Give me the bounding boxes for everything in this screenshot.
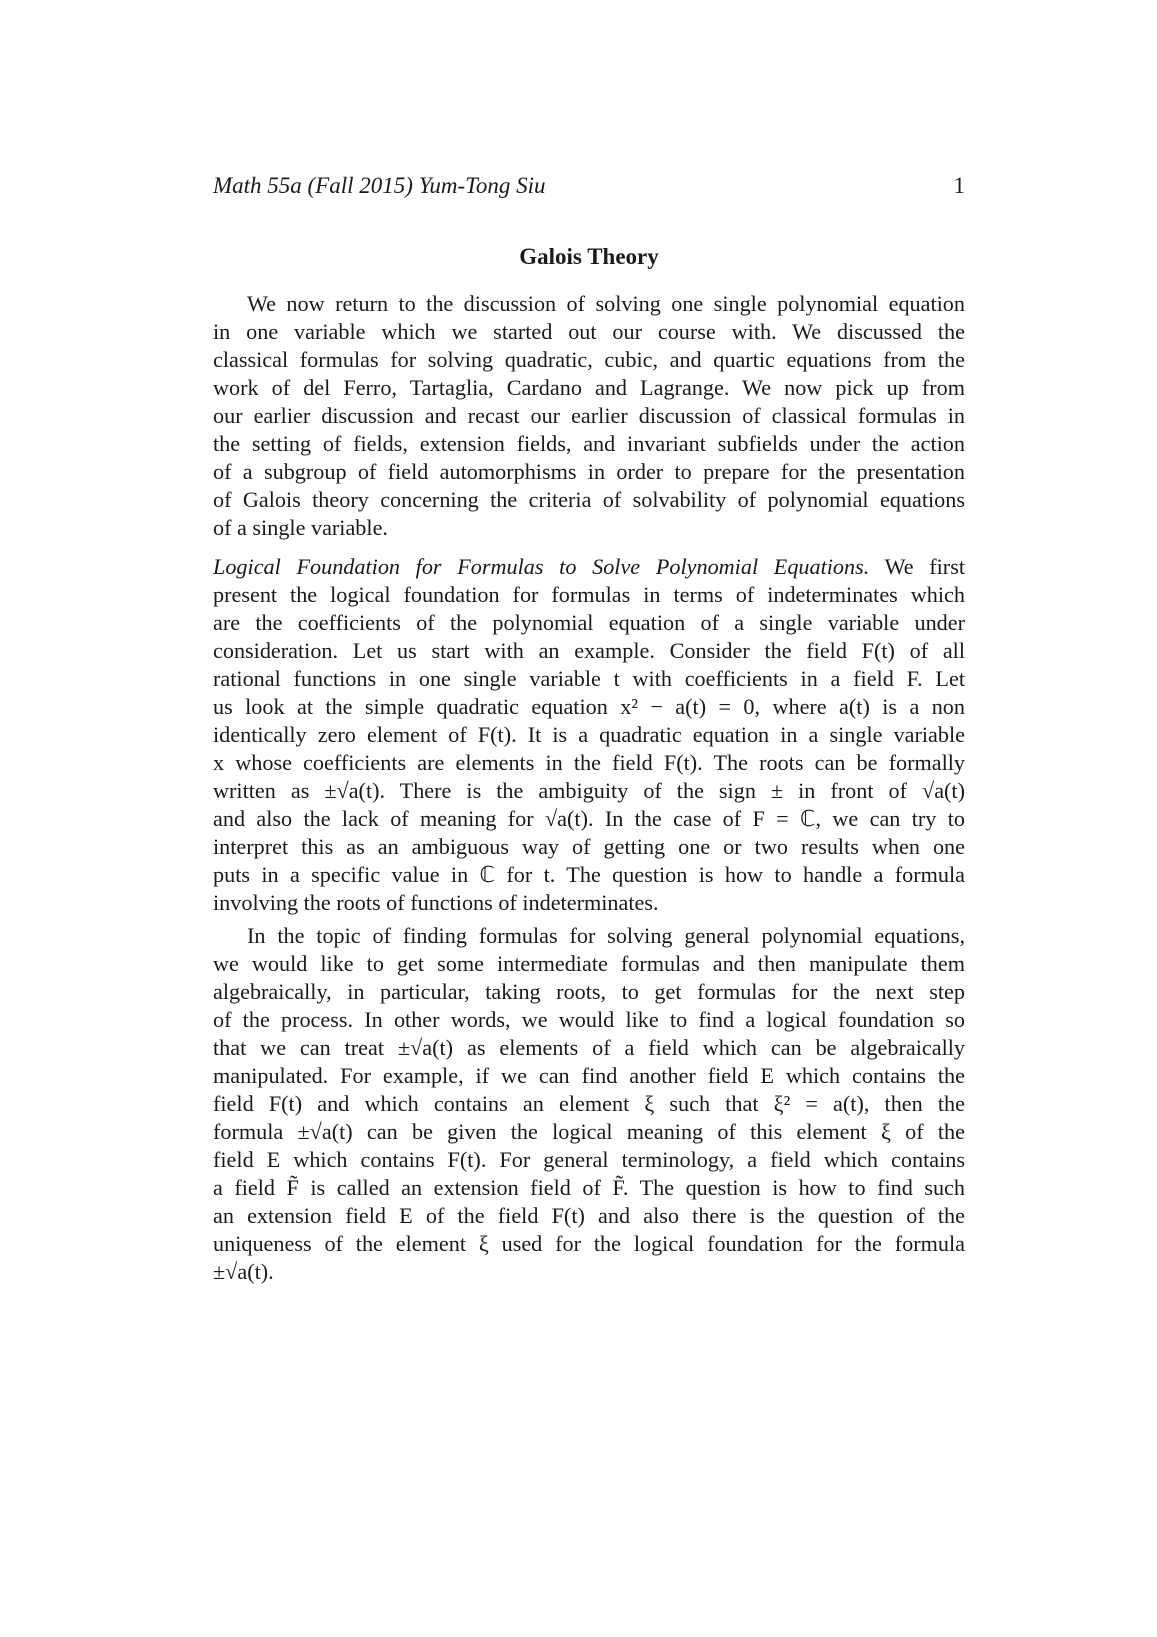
text-line: puts in a specific value in ℂ for t. The question is how to handle a formula <box>213 862 965 887</box>
text-line: of a single variable. <box>213 515 388 540</box>
text-line: involving the roots of functions of indeterminates. <box>213 890 659 915</box>
paragraph-logical-foundation <box>213 553 965 917</box>
text-line: our earlier discussion and recast our earlier discussion of classical formulas in <box>213 403 965 428</box>
running-title: Math 55a (Fall 2015) Yum-Tong Siu <box>213 173 546 198</box>
text-line: work of del Ferro, Tartaglia, Cardano and Lagrange. We now pick up from <box>213 375 965 400</box>
text-line <box>213 553 965 581</box>
text-line: manipulated. For example, if we can find another field E which contains the <box>213 1063 965 1088</box>
text-line: interpret this as an ambiguous way of getting one or two results when one <box>213 834 965 859</box>
text-line: of Galois theory concerning the criteria of solvability of polynomial equations <box>213 487 965 512</box>
text-line: present the logical foundation for formulas in terms of indeterminates which <box>213 582 965 607</box>
text-line: of a subgroup of field automorphisms in order to prepare for the presentation <box>213 459 965 484</box>
text-line: and also the lack of meaning for √a(t). In the case of F = ℂ, we can try to <box>213 806 965 831</box>
section-title: Galois Theory <box>519 244 659 269</box>
text-line: formula ±√a(t) can be given the logical meaning of this element ξ of the <box>213 1119 965 1144</box>
paragraph-heading: Logical Foundation for Formulas to Solve Polynomial Equations. <box>213 554 870 579</box>
text-line: field E which contains F(t). For general terminology, a field which contains <box>213 1147 965 1172</box>
text-line: a field F̃ is called an extension field of F̃. The question is how to find such <box>213 1175 965 1200</box>
text-line: field F(t) and which contains an element ξ such that ξ² = a(t), then the <box>213 1091 965 1116</box>
text-line: the setting of fields, extension fields, and invariant subfields under the action <box>213 431 965 456</box>
text-line: identically zero element of F(t). It is a quadratic equation in a single variable <box>213 722 965 747</box>
running-header <box>213 172 965 200</box>
text-line: of the process. In other words, we would like to find a logical foundation so <box>213 1007 965 1032</box>
text-run: We first <box>869 554 965 579</box>
page-number: 1 <box>953 173 965 198</box>
text-line: rational functions in one single variable t with coefficients in a field F. Let <box>213 666 965 691</box>
text-line: x whose coefficients are elements in the field F(t). The roots can be formally <box>213 750 965 775</box>
paragraph-intro <box>213 290 965 542</box>
text-line: classical formulas for solving quadratic, cubic, and quartic equations from the <box>213 347 965 372</box>
text-line: we would like to get some intermediate formulas and then manipulate them <box>213 951 965 976</box>
paragraph-extension-field <box>213 922 965 1286</box>
text-line: us look at the simple quadratic equation x² − a(t) = 0, where a(t) is a non <box>213 694 965 719</box>
text-line: an extension field E of the field F(t) and also there is the question of the <box>213 1203 965 1228</box>
text-line: written as ±√a(t). There is the ambiguity of the sign ± in front of √a(t) <box>213 778 965 803</box>
text-line: that we can treat ±√a(t) as elements of a field which can be algebraically <box>213 1035 965 1060</box>
text-line: uniqueness of the element ξ used for the logical foundation for the formula <box>213 1231 965 1256</box>
text-line: In the topic of finding formulas for solving general polynomial equations, <box>247 923 965 948</box>
text-line: ±√a(t). <box>213 1259 274 1284</box>
text-line: consideration. Let us start with an example. Consider the field F(t) of all <box>213 638 965 663</box>
text-line: We now return to the discussion of solving one single polynomial equation <box>247 291 965 316</box>
text-line: are the coefficients of the polynomial equation of a single variable under <box>213 610 965 635</box>
text-line: algebraically, in particular, taking roots, to get formulas for the next step <box>213 979 965 1004</box>
text-line: in one variable which we started out our course with. We discussed the <box>213 319 965 344</box>
